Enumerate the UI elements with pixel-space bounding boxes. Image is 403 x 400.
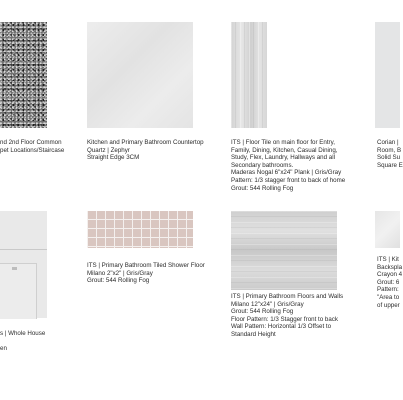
caption-cabinet [0,330,45,353]
caption-line: Quartz | Zephyr [87,146,130,154]
mosaic-tile-swatch [87,211,193,248]
caption-bath-floors-walls [231,293,343,339]
caption-line [0,338,45,346]
caption-line: Square E [377,161,403,169]
caption-line: of upper [377,301,400,309]
caption-line: Grout: 544 Rolling Fog [87,277,150,285]
cabinet-handle [12,267,17,270]
caption-line: Wall Pattern: Horizontal 1/3 Offset to [231,323,332,331]
corian-swatch [375,22,400,128]
caption-line: Grout: 544 Rolling Fog [231,308,294,316]
caption-line: Family, Dining, Kitchen, Casual Dining, [231,146,338,154]
caption-line: Room, B [377,146,402,154]
cabinet-door-panel [0,263,37,319]
cabinet-swatch [0,211,47,318]
caption-line: Solid Su [377,154,401,162]
caption-carpet [0,139,64,154]
large-format-tile-swatch [231,211,337,290]
caption-line: ITS | Primary Bathroom Tiled Shower Floor [87,262,205,269]
plank-tile-swatch [231,22,267,128]
caption-line: Pattern: [377,286,399,294]
caption-line: Maderas Nogal 6"x24" Plank | Gris/Gray [231,169,342,177]
backsplash-swatch [375,211,400,248]
caption-line: Pattern: 1/3 stagger front to back of home [231,176,346,184]
carpet-swatch [0,22,47,128]
caption-shower-floor [87,262,205,285]
caption-line: ITS | Primary Bathroom Floors and Walls [231,293,344,300]
caption-line: Floor Pattern: 1/3 Stagger front to back [231,315,338,323]
cabinet-edge-line [0,249,47,250]
caption-countertop [87,139,204,162]
caption-line: Backspla [377,263,403,271]
caption-floor-tile-main [231,139,345,192]
caption-line: pet Locations/Staircase [0,146,65,154]
caption-line: Milano 2"x2" | Gris/Gray [87,269,153,277]
caption-line: Standard Height [231,330,276,338]
caption-line: s | Whole House [0,330,46,337]
caption-line: Straight Edge 3CM [87,154,140,162]
caption-line: Secondary bathrooms. [231,161,294,169]
caption-line: en [0,345,7,353]
caption-line: ITS | Floor Tile on main floor for Entry, [231,139,335,146]
caption-line: ITS | Kit [377,256,399,263]
caption-line: Grout: 6 [377,278,400,286]
caption-line: Study, Flex, Laundry, Hallways and all [231,154,335,162]
caption-line: "Area to [377,293,400,301]
caption-line: nd 2nd Floor Common [0,139,62,146]
caption-kitchen-backsplash [377,256,402,309]
caption-corian [377,139,403,169]
quartz-countertop-swatch [87,22,193,128]
caption-line: Grout: 544 Rolling Fog [231,184,294,192]
caption-line: Kitchen and Primary Bathroom Countertop [87,139,204,146]
caption-line: Corian | [377,139,399,146]
caption-line: Crayon 4 [377,271,403,279]
caption-line: Milano 12"x24" | Gris/Gray [231,300,304,308]
